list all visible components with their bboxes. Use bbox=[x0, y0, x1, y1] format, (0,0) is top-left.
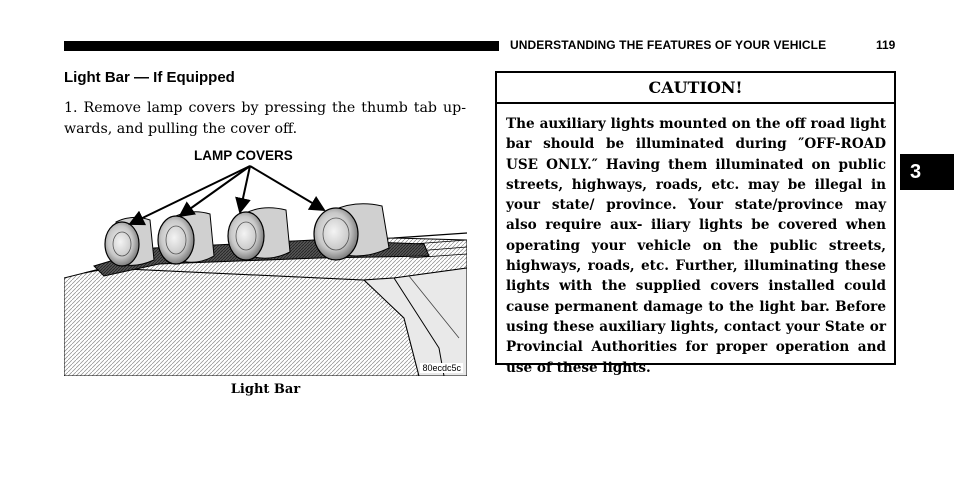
caution-heading: CAUTION! bbox=[497, 73, 894, 104]
caution-box bbox=[495, 71, 896, 376]
page-number: 119 bbox=[876, 38, 896, 52]
running-header: UNDERSTANDING THE FEATURES OF YOUR VEHICLE bbox=[510, 38, 827, 52]
figure-code: 80ecdc5c bbox=[422, 363, 461, 373]
figure-caption: Light Bar bbox=[230, 382, 301, 397]
chapter-tab: 3 bbox=[900, 154, 954, 190]
header-rule bbox=[64, 41, 499, 51]
step-instruction: 1. Remove lamp covers by pressing the thumb tab up- wards, and pulling the cover off. bbox=[64, 100, 466, 137]
lamp-covers-callout: LAMP COVERS bbox=[194, 148, 293, 163]
caution-text: The auxiliary lights mounted on the off road light bar should be illuminated during ″OFF-ROAD USE ONLY.″ Having them illuminated on public streets, highways, roads, etc. may be illegal in your state/ province. Your state/province may also require aux- iliary lights be covered when operating your vehicle on the public streets, highways, roads, etc. Further, illuminating these lights with the supplied covers installed could cause permanent damage to the light bar. Before using these auxiliary lights, contact your State or Provincial Authorities for proper operation and use of these lights. bbox=[506, 116, 886, 376]
light-bar-illustration bbox=[64, 148, 467, 376]
section-title: Light Bar — If Equipped bbox=[64, 69, 235, 86]
light-bar-drawing bbox=[64, 148, 467, 376]
